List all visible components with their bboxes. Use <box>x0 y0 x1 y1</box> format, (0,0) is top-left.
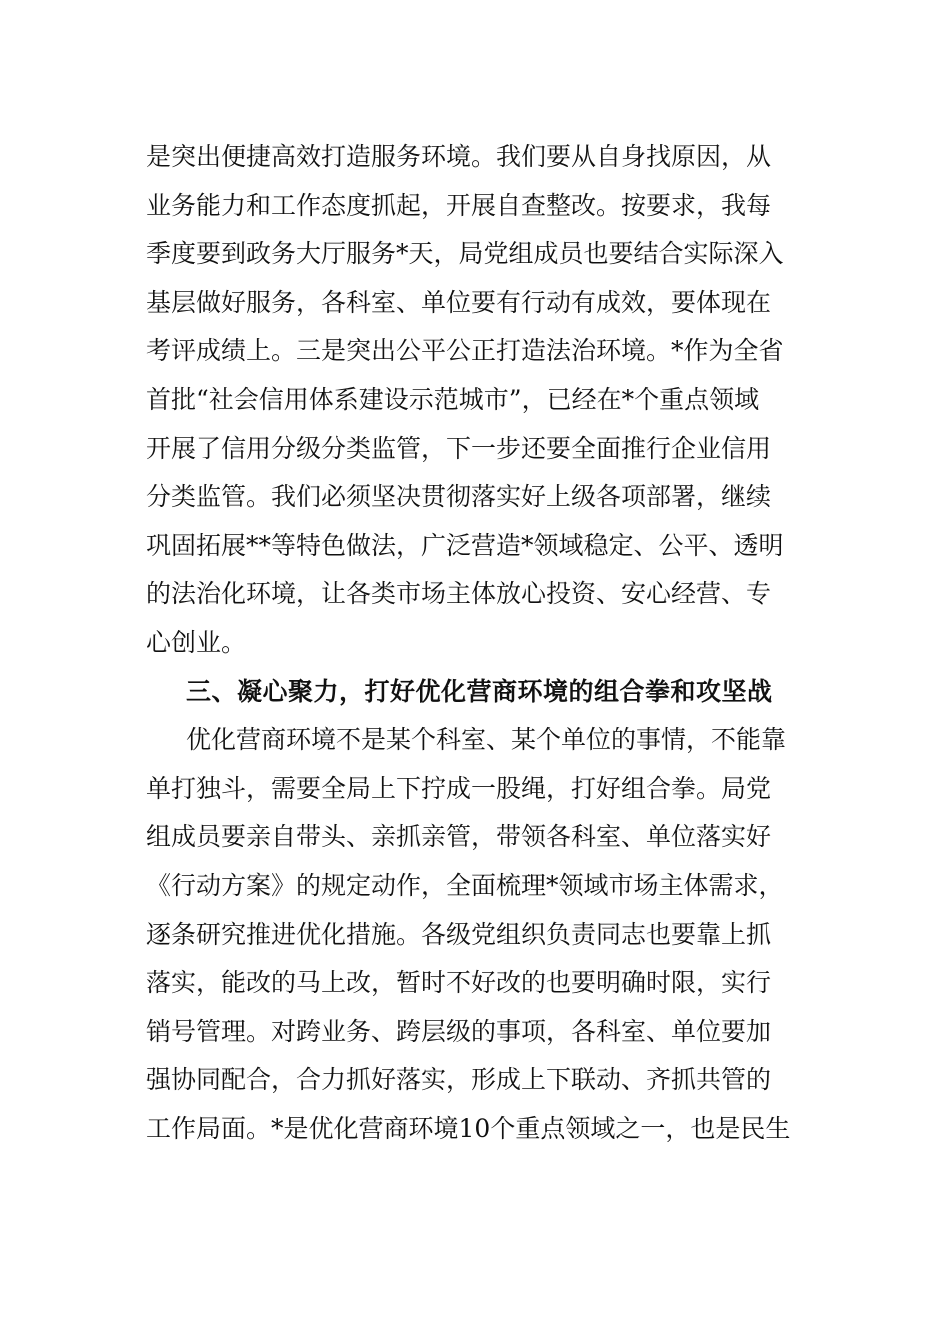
body-line-17: 逐条研究推进优化措施。各级党组织负责同志也要靠上抓 <box>146 919 772 949</box>
body-line-15: 组成员要亲自带头、亲抓亲管，带领各科室、单位落实好 <box>146 822 772 852</box>
section-heading: 三、凝心聚力，打好优化营商环境的组合拳和攻坚战 <box>186 676 773 706</box>
body-line-14: 单打独斗，需要全局上下拧成一股绳，打好组合拳。局党 <box>146 773 772 803</box>
body-line-6: 首批“社会信用体系建设示范城市”，已经在*个重点领域 <box>146 384 760 414</box>
body-line-16: 《行动方案》的规定动作，全面梳理*领域市场主体需求， <box>146 870 784 900</box>
body-line-8: 分类监管。我们必须坚决贯彻落实好上级各项部署，继续 <box>146 482 772 512</box>
body-line-11: 心创业。 <box>146 627 247 657</box>
body-line-21: 工作局面。*是优化营商环境10个重点领域之一，也是民生 <box>146 1113 791 1143</box>
document-body <box>146 133 806 1153</box>
body-line-9: 巩固拓展**等特色做法，广泛营造*领域稳定、公平、透明 <box>146 530 784 560</box>
body-line-10: 的法治化环境，让各类市场主体放心投资、安心经营、专 <box>146 579 772 609</box>
body-line-5: 考评成绩上。三是突出公平公正打造法治环境。*作为全省 <box>146 336 784 366</box>
body-line-20: 强协同配合，合力抓好落实，形成上下联动、齐抓共管的 <box>146 1065 772 1095</box>
body-line-13: 优化营商环境不是某个科室、某个单位的事情，不能靠 <box>186 725 787 755</box>
body-line-7: 开展了信用分级分类监管，下一步还要全面推行企业信用 <box>146 433 772 463</box>
body-line-3: 季度要到政务大厅服务*天，局党组成员也要结合实际深入 <box>146 239 784 269</box>
body-line-4: 基层做好服务，各科室、单位要有行动有成效，要体现在 <box>146 287 772 317</box>
body-line-1: 是突出便捷高效打造服务环境。我们要从自身找原因，从 <box>146 142 772 171</box>
body-line-2: 业务能力和工作态度抓起，开展自查整改。按要求，我每 <box>146 190 772 220</box>
body-line-18: 落实，能改的马上改，暂时不好改的也要明确时限，实行 <box>146 968 772 998</box>
body-line-19: 销号管理。对跨业务、跨层级的事项，各科室、单位要加 <box>146 1016 772 1046</box>
